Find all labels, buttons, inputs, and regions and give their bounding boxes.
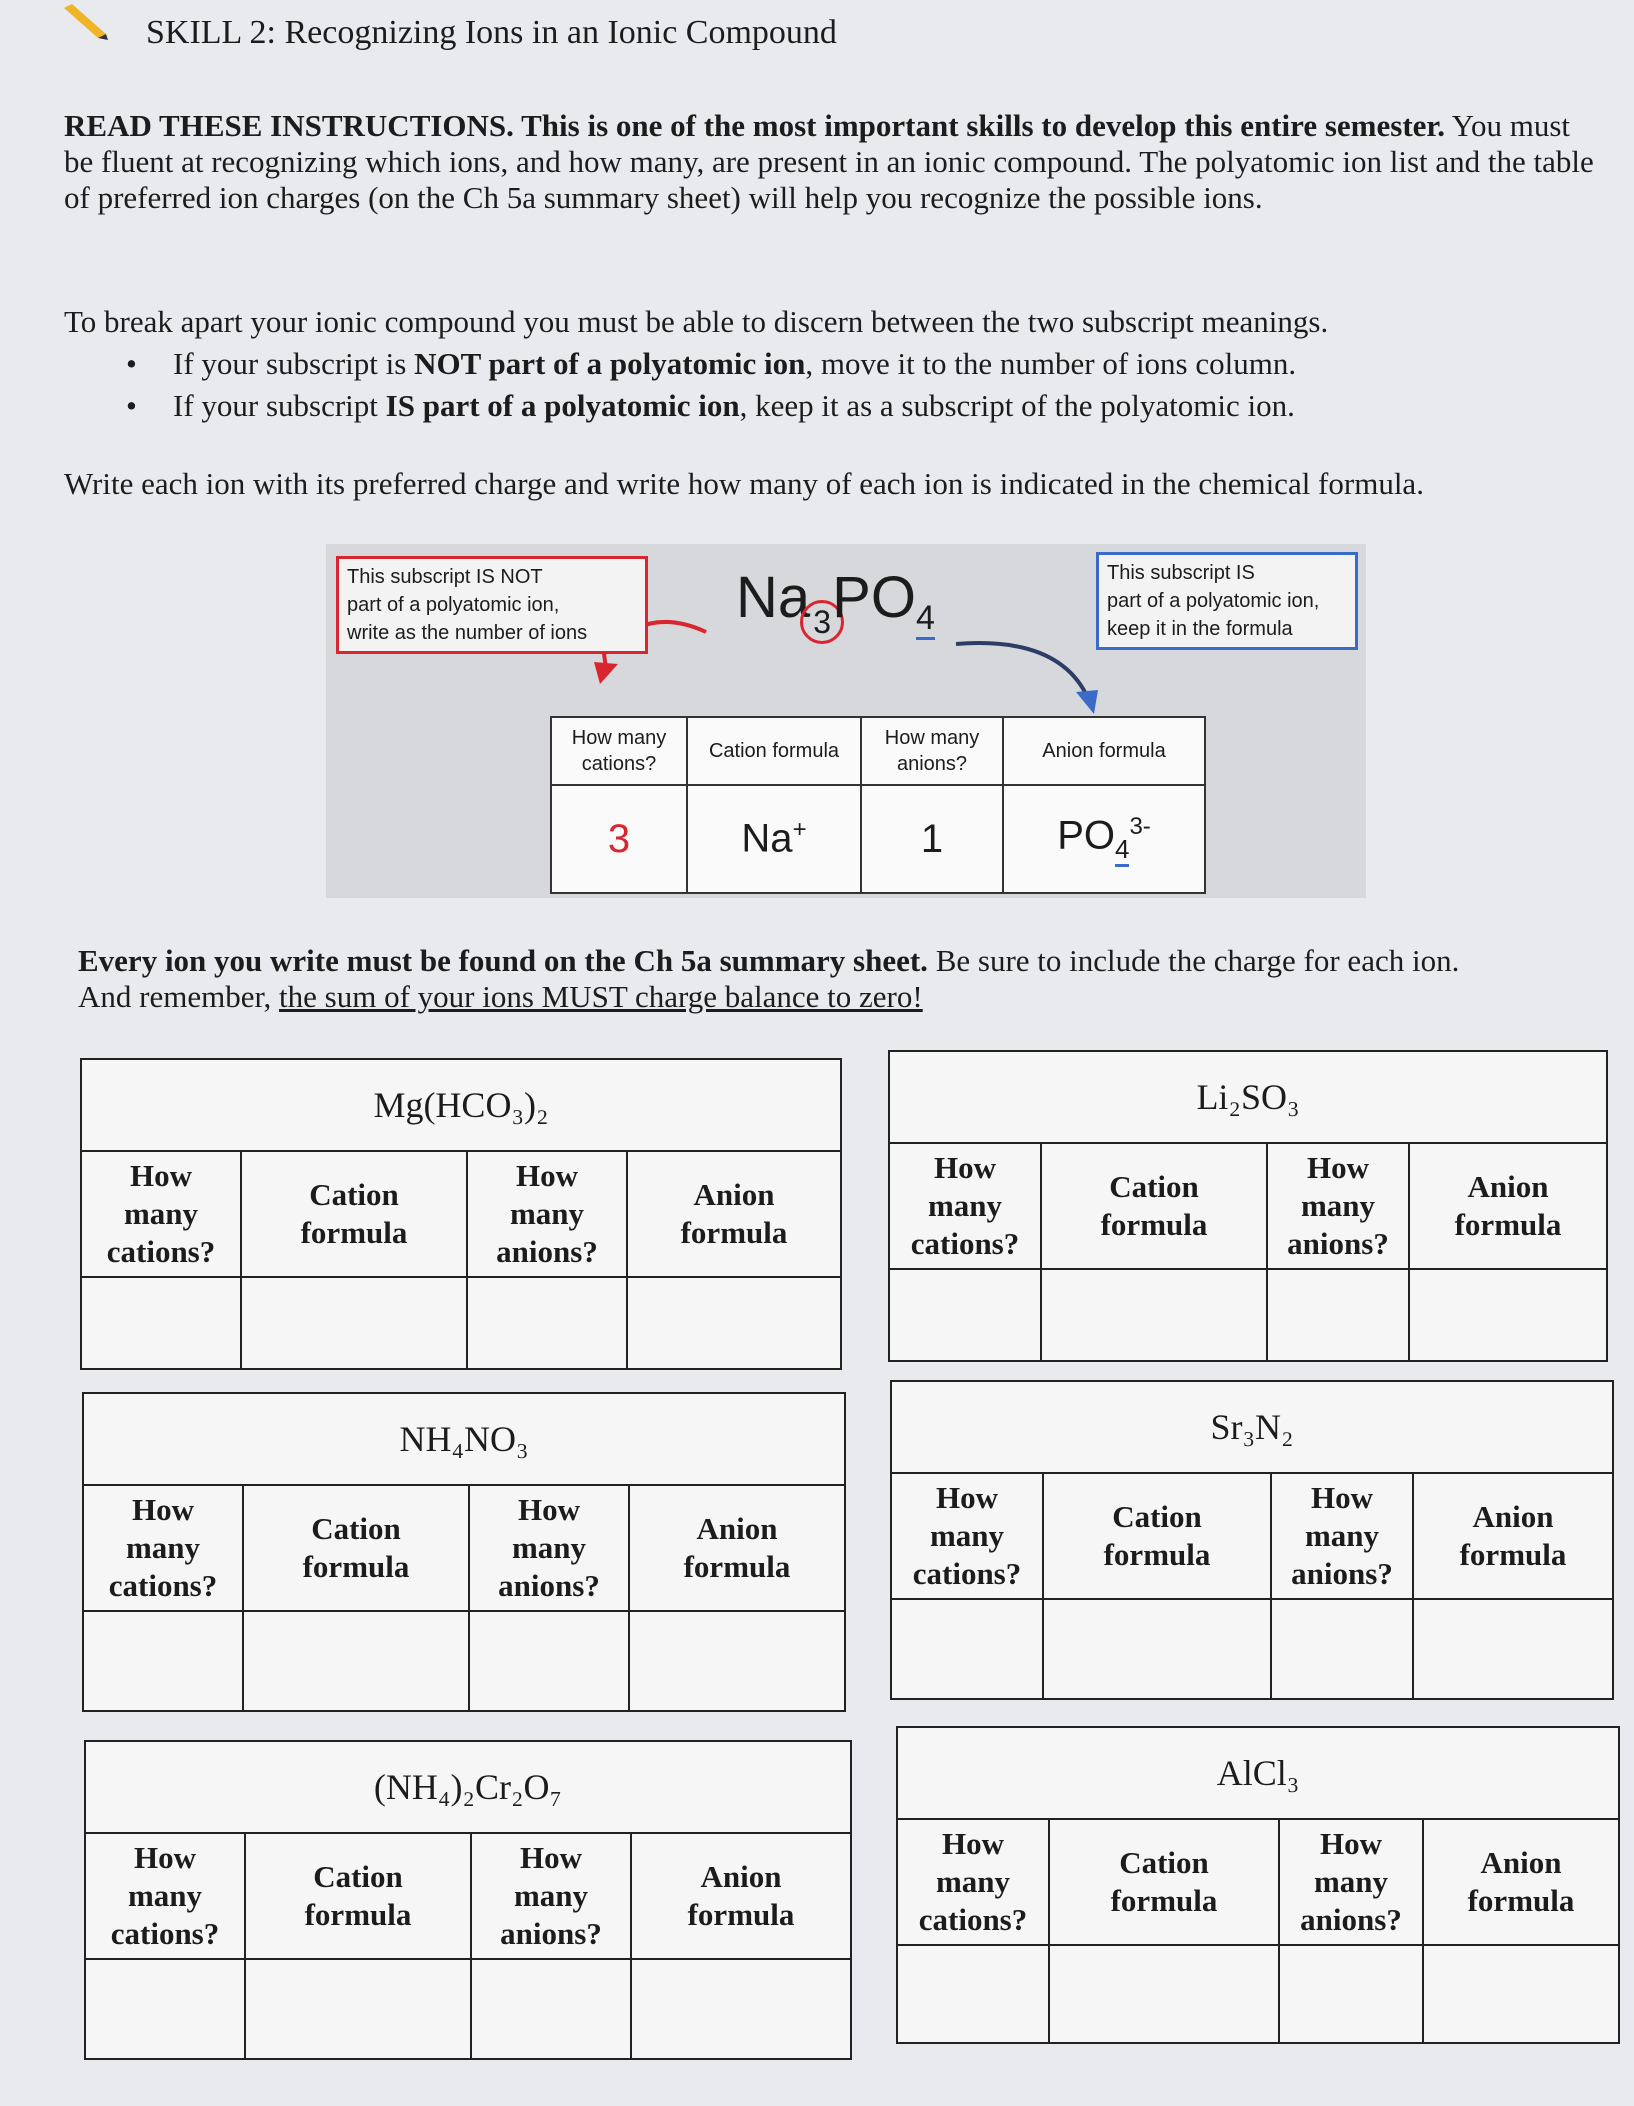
- answer-cation-formula[interactable]: [1049, 1945, 1279, 2043]
- answer-anion-count[interactable]: [467, 1277, 627, 1369]
- header-cations: How many cations?: [83, 1485, 243, 1611]
- example-cation-count: 3: [551, 785, 687, 893]
- header-anion-formula: Anion formula: [629, 1485, 845, 1611]
- page-title: SKILL 2: Recognizing Ions in an Ionic Compound: [146, 14, 837, 51]
- compound-table-1: [80, 1058, 842, 1370]
- example-formula: $Na3PO_4$: [736, 564, 935, 644]
- header-anions: How many anions?: [469, 1485, 629, 1611]
- header-cations: How many cations?: [889, 1143, 1041, 1269]
- answer-anion-count[interactable]: [1267, 1269, 1409, 1361]
- header-anions: How many anions?: [1271, 1473, 1413, 1599]
- answer-cation-count[interactable]: [891, 1599, 1043, 1699]
- answer-cation-count[interactable]: [83, 1611, 243, 1711]
- answer-cation-count[interactable]: [81, 1277, 241, 1369]
- header-cation-formula: Cation formula: [1041, 1143, 1267, 1269]
- write-each-instruction: Write each ion with its preferred charge and write how many of each ion is indicated in the chemical formula.: [64, 466, 1424, 501]
- answer-cation-formula[interactable]: [245, 1959, 471, 2059]
- answer-anion-count[interactable]: [469, 1611, 629, 1711]
- compound-name: Mg(HCO₃)₂: [81, 1059, 841, 1151]
- answer-anion-formula[interactable]: [627, 1277, 841, 1369]
- compound-table-6: [896, 1726, 1620, 2044]
- charge-balance-reminder: Every ion you write must be found on the Ch 5a summary sheet. Be sure to include the charge for each ion. And remember, the sum of your ions MUST charge balance to zero!: [78, 943, 1460, 1014]
- header-anion-formula: Anion formula: [1409, 1143, 1607, 1269]
- red-arrowhead: [594, 662, 618, 684]
- header-anions: How many anions?: [1267, 1143, 1409, 1269]
- answer-anion-formula[interactable]: [1409, 1269, 1607, 1361]
- answer-anion-formula[interactable]: [1413, 1599, 1613, 1699]
- answer-anion-formula[interactable]: [631, 1959, 851, 2059]
- header-cation-formula: Cation formula: [245, 1833, 471, 1959]
- break-apart-lead: To break apart your ionic compound you must be able to discern between the two subscript meanings.: [64, 304, 1329, 339]
- answer-cation-count[interactable]: [85, 1959, 245, 2059]
- answer-anion-formula[interactable]: [1423, 1945, 1619, 2043]
- header-cations: How many cations?: [891, 1473, 1043, 1599]
- answer-cation-formula[interactable]: [241, 1277, 467, 1369]
- example-header-cations: How many cations?: [551, 717, 687, 785]
- header-anions: How many anions?: [471, 1833, 631, 1959]
- compound-table-2: [888, 1050, 1608, 1362]
- answer-anion-count[interactable]: [1271, 1599, 1413, 1699]
- compound-table-5: [84, 1740, 852, 2060]
- answer-cation-count[interactable]: [897, 1945, 1049, 2043]
- example-anion-formula: $PO_4^{3-}$: [1003, 785, 1205, 893]
- not-polyatomic-note: This subscript IS NOT part of a polyatomic ion, write as the number of ions: [336, 556, 648, 654]
- header-cations: How many cations?: [897, 1819, 1049, 1945]
- example-table: [550, 716, 1206, 894]
- header-anions: How many anions?: [1279, 1819, 1423, 1945]
- blue-arrowhead: [1076, 690, 1098, 714]
- pencil-icon: [62, 4, 108, 40]
- answer-cation-formula[interactable]: [1043, 1599, 1271, 1699]
- header-anion-formula: Anion formula: [631, 1833, 851, 1959]
- example-diagram: [326, 544, 1366, 898]
- example-header-anions: How many anions?: [861, 717, 1003, 785]
- example-header-anion-formula: Anion formula: [1003, 717, 1205, 785]
- answer-anion-count[interactable]: [1279, 1945, 1423, 2043]
- header-cation-formula: Cation formula: [1043, 1473, 1271, 1599]
- answer-cation-formula[interactable]: [1041, 1269, 1267, 1361]
- intro-paragraph: [64, 108, 1604, 216]
- circled-subscript: 3: [800, 600, 844, 644]
- answer-anion-count[interactable]: [471, 1959, 631, 2059]
- compound-name: (NH₄)₂Cr₂O₇: [85, 1741, 851, 1833]
- header-anion-formula: Anion formula: [1423, 1819, 1619, 1945]
- compound-name: AlCl₃: [897, 1727, 1619, 1819]
- intro-text: You must be fluent at recognizing which ions, and how many, are present in an ionic compound. The polyatomic ion list and the table of preferred ion charges (on the Ch 5a summary sheet) will help you recognize the possible ions.: [64, 108, 1594, 215]
- header-cation-formula: Cation formula: [241, 1151, 467, 1277]
- header-cation-formula: Cation formula: [243, 1485, 469, 1611]
- intro-bold-lead: READ THESE INSTRUCTIONS. This is one of the most important skills to develop this entire semester.: [64, 108, 1446, 143]
- header-anions: How many anions?: [467, 1151, 627, 1277]
- example-cation-formula: Na+: [687, 785, 861, 893]
- compound-name: Li₂SO₃: [889, 1051, 1607, 1143]
- answer-anion-formula[interactable]: [629, 1611, 845, 1711]
- answer-cation-formula[interactable]: [243, 1611, 469, 1711]
- header-cations: How many cations?: [81, 1151, 241, 1277]
- header-cation-formula: Cation formula: [1049, 1819, 1279, 1945]
- is-polyatomic-note: This subscript IS part of a polyatomic ion, keep it in the formula: [1096, 552, 1358, 650]
- compound-name: Sr₃N₂: [891, 1381, 1613, 1473]
- header-cations: How many cations?: [85, 1833, 245, 1959]
- answer-cation-count[interactable]: [889, 1269, 1041, 1361]
- compound-name: NH₄NO₃: [83, 1393, 845, 1485]
- polyatomic-subscript: 4: [916, 599, 935, 640]
- compound-table-3: [82, 1392, 846, 1712]
- bullet-is-polyatomic: • If your subscript IS part of a polyatomic ion, keep it as a subscript of the polyatomic ion.: [126, 388, 1295, 423]
- example-header-cation-formula: Cation formula: [687, 717, 861, 785]
- header-anion-formula: Anion formula: [1413, 1473, 1613, 1599]
- header-anion-formula: Anion formula: [627, 1151, 841, 1277]
- example-anion-count: 1: [861, 785, 1003, 893]
- compound-table-4: [890, 1380, 1614, 1700]
- bullet-not-polyatomic: • If your subscript is NOT part of a polyatomic ion, move it to the number of ions column.: [126, 346, 1297, 381]
